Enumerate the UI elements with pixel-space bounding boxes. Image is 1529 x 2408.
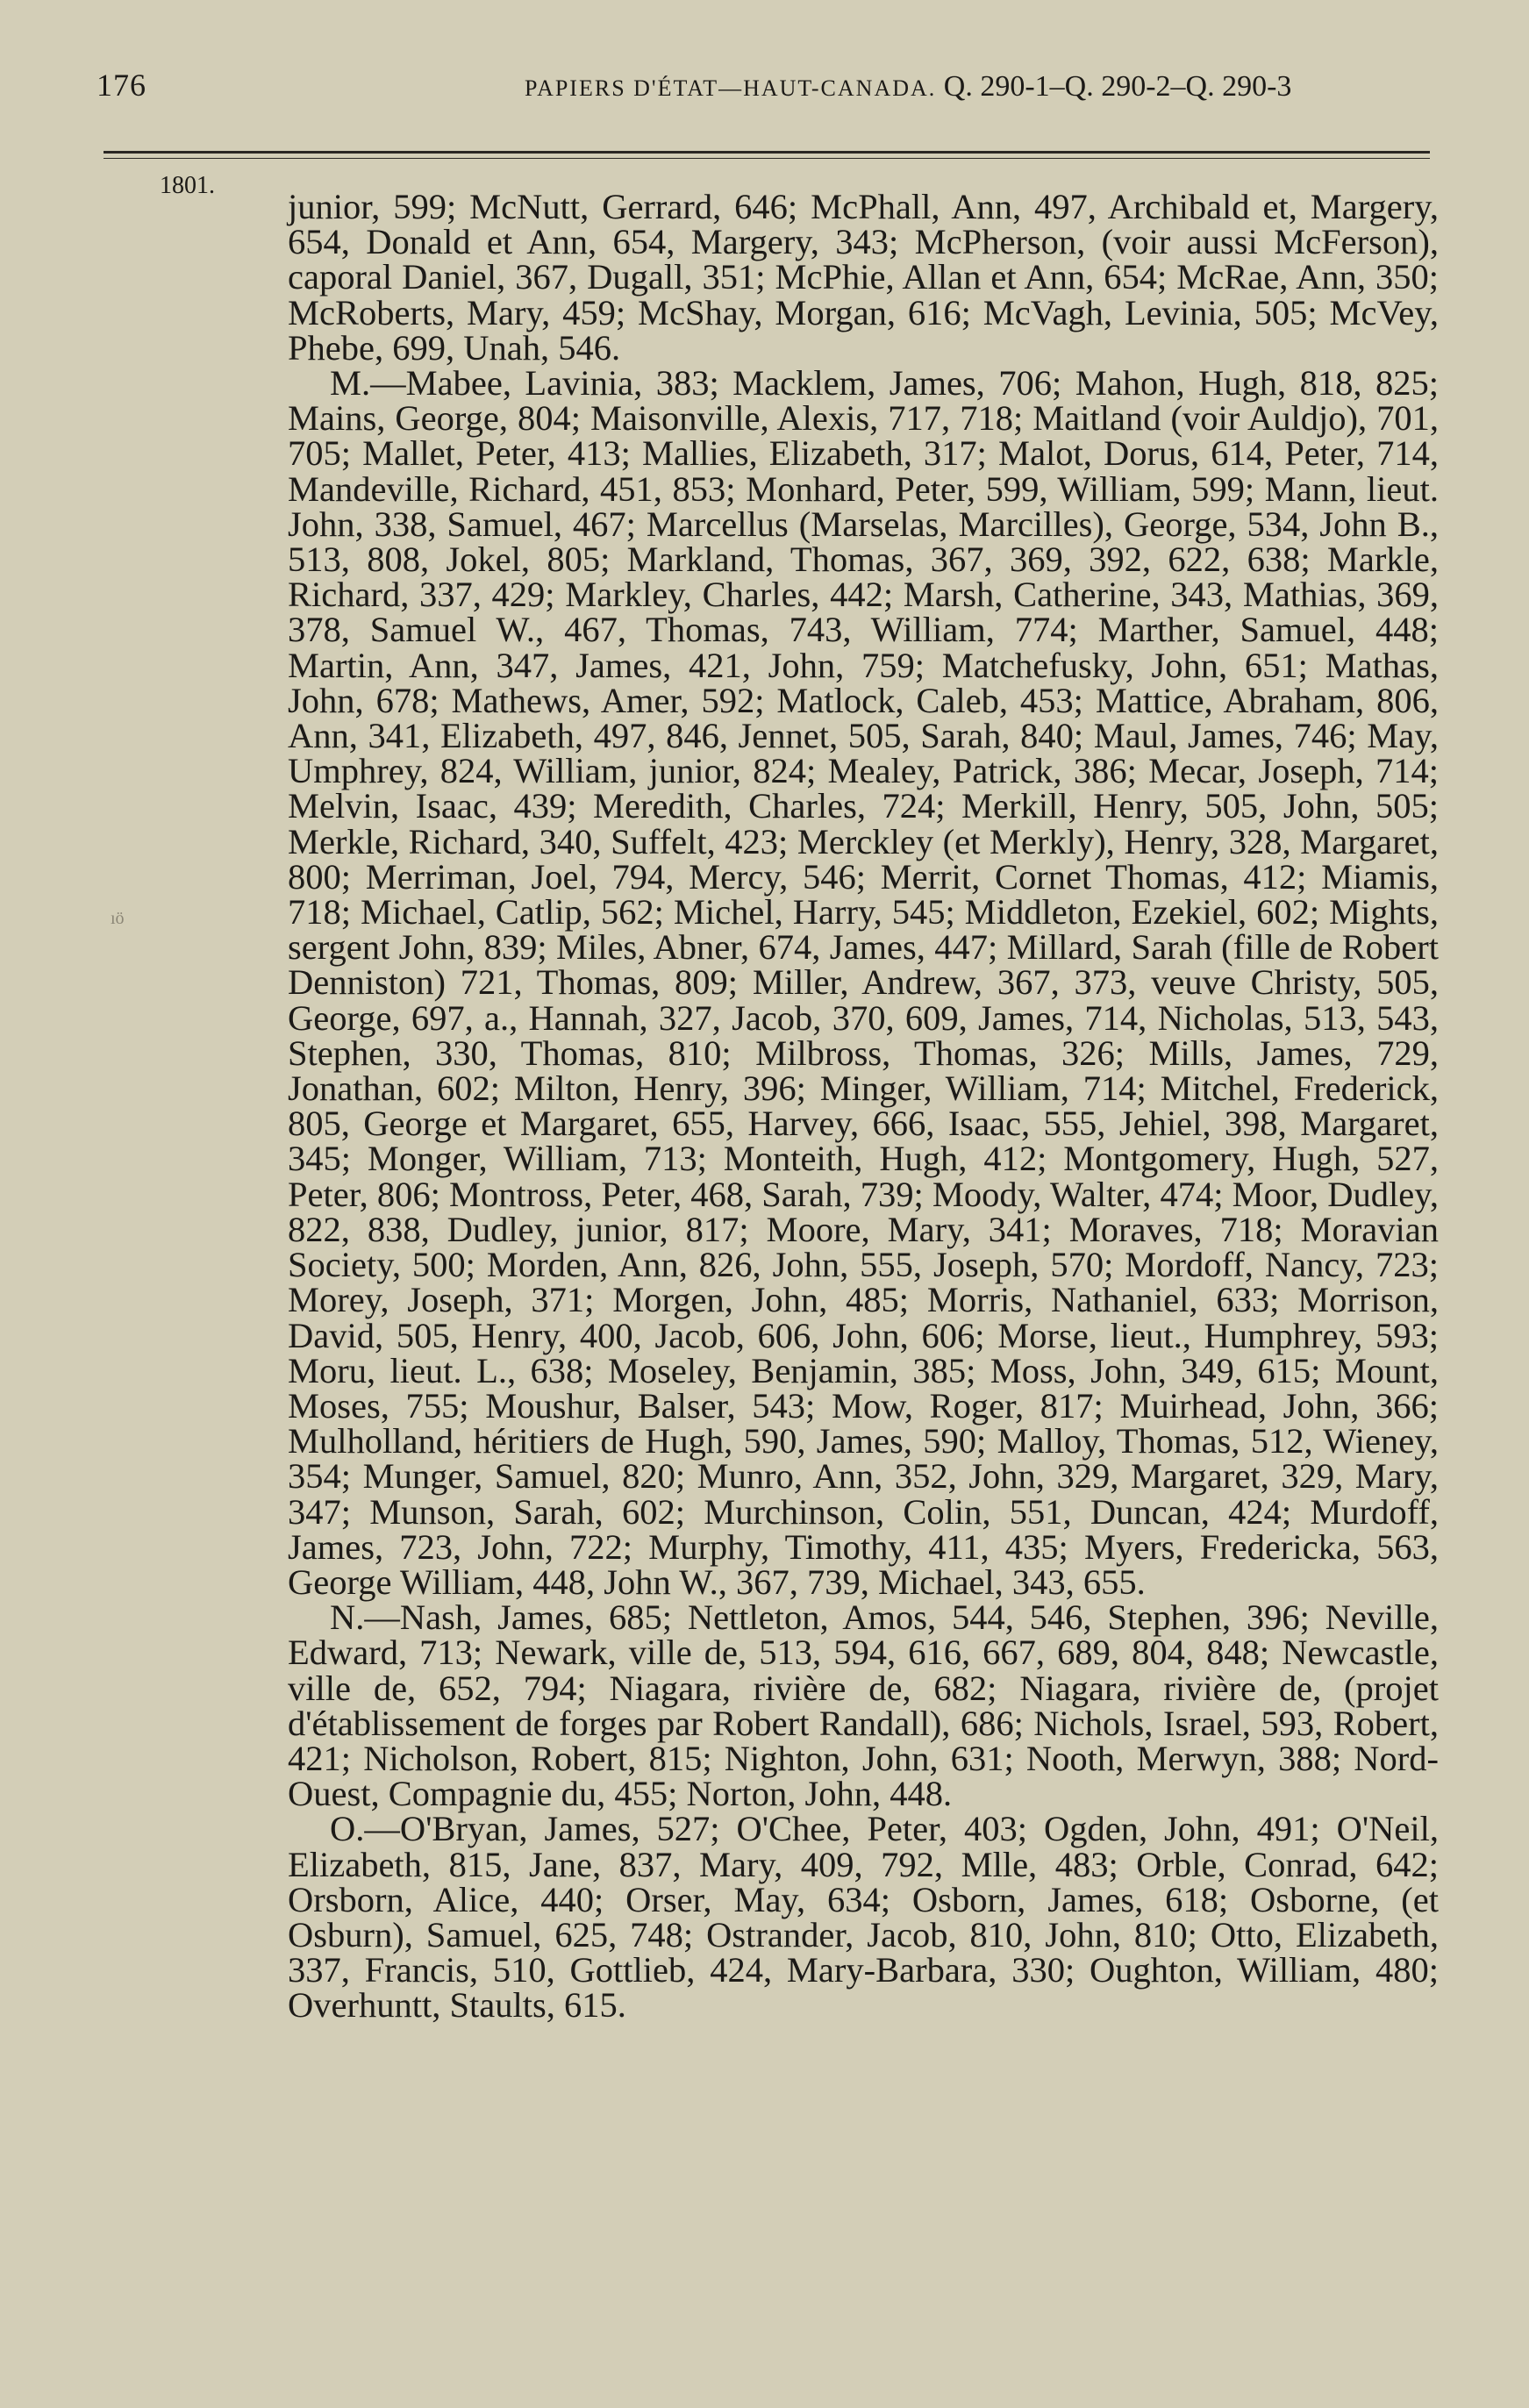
margin-mark: ıö bbox=[111, 909, 125, 928]
header-rule-thin bbox=[104, 158, 1430, 159]
header-rule-thick bbox=[104, 151, 1430, 154]
margin-year: 1801. bbox=[160, 172, 215, 199]
index-paragraph-n: N.—Nash, James, 685; Nettleton, Amos, 544, 546, Stephen, 396; Neville, Edward, 713; Newark, ville de, 513, 594, 616, 667, 689, 804, 848; Newcastle, ville de, 652, 794; Niagara, rivière de, 682; Niagara, rivière de, (projet d'établissement de forges par Robert Randall), 686; Nichols, Israel, 593, Robert, 421; Nicholson, Robert, 815; Nighton, John, 631; Nooth, Merwyn, 388; Nord-Ouest, Compagnie du, 455; Norton, John, 448. bbox=[288, 1597, 1439, 1814]
page-header bbox=[96, 67, 1433, 116]
index-paragraph-o: O.—O'Bryan, James, 527; O'Chee, Peter, 403; Ogden, John, 491; O'Neil, Elizabeth, 815, Jane, 837, Mary, 409, 792, Mlle, 483; Orble, Conrad, 642; Orsborn, Alice, 440; Orser, May, 634; Osborn, James, 618; Osborne, (et Osburn), Samuel, 625, 748; Ostrander, Jacob, 810, John, 810; Otto, Elizabeth, 337, Francis, 510, Gottlieb, 424, Mary-Barbara, 330; Oughton, William, 480; Overhuntt, Staults, 615. bbox=[288, 1809, 1439, 2026]
running-title bbox=[525, 70, 1291, 104]
page-number: 176 bbox=[96, 68, 146, 103]
running-title-text: PAPIERS D'ÉTAT—HAUT-CANADA. bbox=[525, 75, 937, 101]
index-paragraph-mc: junior, 599; McNutt, Gerrard, 646; McPhall, Ann, 497, Archibald et, Margery, 654, Donald et Ann, 654, Margery, 343; McPherson, (voir aussi McFerson), caporal Daniel, 367, Dugall, 351; McPhie, Allan et Ann, 654; McRae, Ann, 350; McRoberts, Mary, 459; McShay, Morgan, 616; McVagh, Levinia, 505; McVey, Phebe, 699, Unah, 546. bbox=[288, 187, 1439, 368]
index-body bbox=[288, 189, 1439, 2024]
index-paragraph-m: M.—Mabee, Lavinia, 383; Macklem, James, 706; Mahon, Hugh, 818, 825; Mains, George, 804; Maisonville, Alexis, 717, 718; Maitland (voir Auldjo), 701, 705; Mallet, Peter, 413; Mallies, Elizabeth, 317; Malot, Dorus, 614, Peter, 714, Mandeville, Richard, 451, 853; Monhard, Peter, 599, William, 599; Mann, lieut. John, 338, Samuel, 467; Marcellus (Marselas, Marcilles), George, 534, John B., 513, 808, Jokel, 805; Markland, Thomas, 367, 369, 392, 622, 638; Markle, Richard, 337, 429; Markley, Charles, 442; Marsh, Catherine, 343, Mathias, 369, 378, Samuel W., 467, Thomas, 743, William, 774; Marther, Samuel, 448; Martin, Ann, 347, James, 421, John, 759; Matchefusky, John, 651; Mathas, John, 678; Mathews, Amer, 592; Matlock, Caleb, 453; Mattice, Abraham, 806, Ann, 341, Elizabeth, 497, 846, Jennet, 505, Sarah, 840; Maul, James, 746; May, Umphrey, 824, William, junior, 824; Mealey, Patrick, 386; Mecar, Joseph, 714; Melvin, Isaac, 439; Meredith, Charles, 724; Merkill, Henry, 505, John, 505; Merkle, Richard, 340, Suffelt, 423; Merckley (et Merkly), Henry, 328, Margaret, 800; Merriman, Joel, 794, Mercy, 546; Merrit, Cornet Thomas, 412; Miamis, 718; Michael, Catlip, 562; Michel, Harry, 545; Middleton, Ezekiel, 602; Mights, sergent John, 839; Miles, Abner, 674, James, 447; Millard, Sarah (fille de Robert Denniston) 721, Thomas, 809; Miller, Andrew, 367, 373, veuve Christy, 505, George, 697, a., Hannah, 327, Jacob, 370, 609, James, 714, Nicholas, 513, 543, Stephen, 330, Thomas, 810; Milbross, Thomas, 326; Mills, James, 729, Jonathan, 602; Milton, Henry, 396; Minger, William, 714; Mitchel, Frederick, 805, George et Margaret, 655, Harvey, 666, Isaac, 555, Jehiel, 398, Margaret, 345; Monger, William, 713; Monteith, Hugh, 412; Montgomery, Hugh, 527, Peter, 806; Montross, Peter, 468, Sarah, 739; Moody, Walter, 474; Moor, Dudley, 822, 838, Dudley, junior, 817; Moore, Mary, 341; Moraves, 718; Moravian Society, 500; Morden, Ann, 826, John, 555, Joseph, 570; Mordoff, Nancy, 723; Morey, Joseph, 371; Morgen, John, 485; Morris, Nathaniel, 633; Morrison, David, 505, Henry, 400, Jacob, 606, John, 606; Morse, lieut., Humphrey, 593; Moru, lieut. L., 638; Moseley, Benjamin, 385; Moss, John, 349, 615; Mount, Moses, 755; Moushur, Balser, 543; Mow, Roger, 817; Muirhead, John, 366; Mulholland, héritiers de Hugh, 590, James, 590; Malloy, Thomas, 512, Wieney, 354; Munger, Samuel, 820; Munro, Ann, 352, John, 329, Margaret, 329, Mary, 347; Munson, Sarah, 602; Murchinson, Colin, 551, Duncan, 424; Murdoff, James, 723, John, 722; Murphy, Timothy, 411, 435; Myers, Fredericka, 563, George William, 448, John W., 367, 739, Michael, 343, 655. bbox=[288, 363, 1439, 1602]
archive-reference: Q. 290-1–Q. 290-2–Q. 290-3 bbox=[943, 70, 1292, 103]
